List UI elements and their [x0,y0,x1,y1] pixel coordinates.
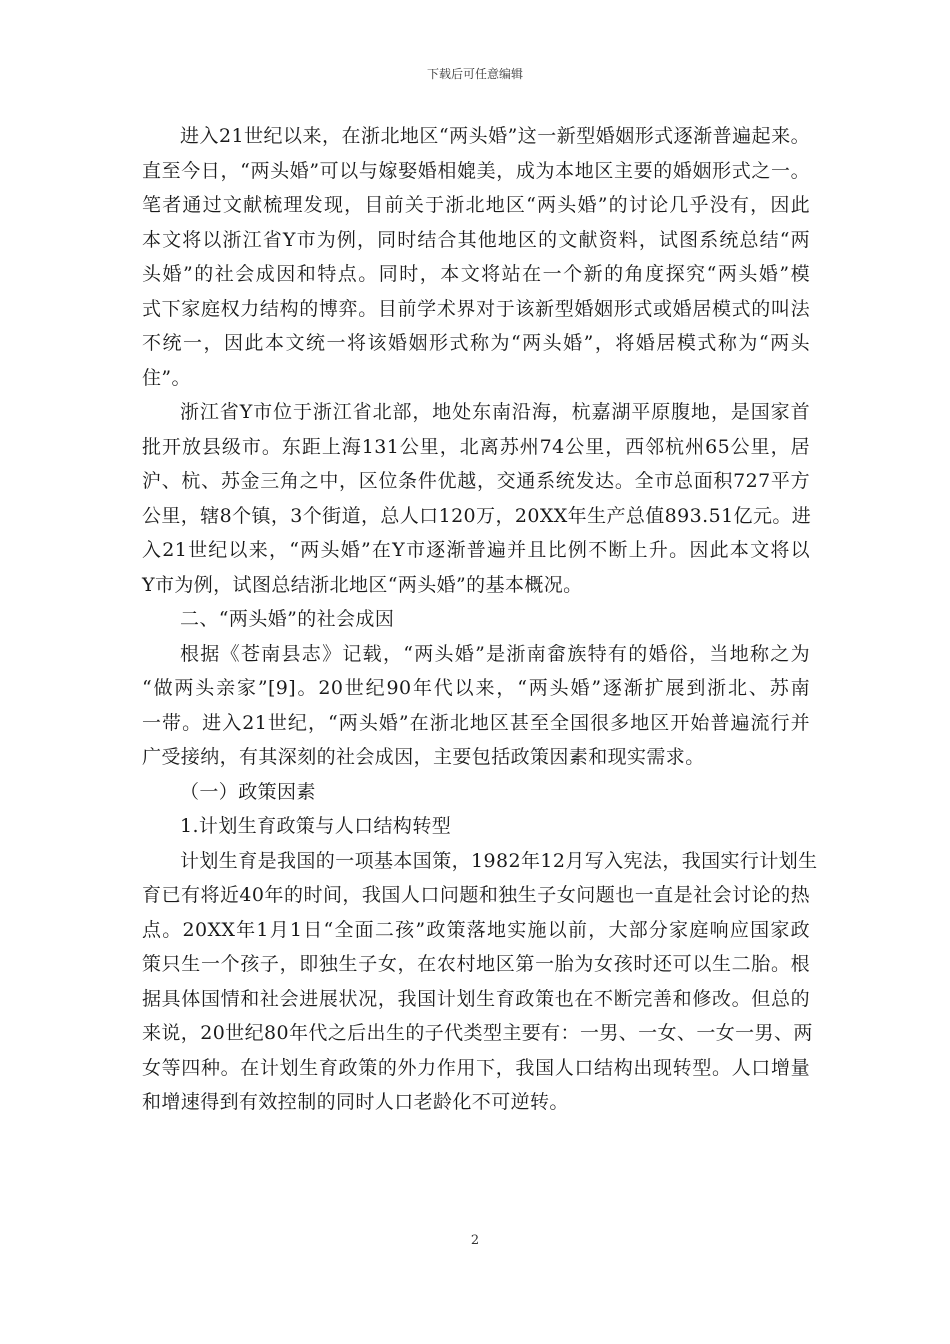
text-line: 计划生育是我国的一项基本国策，1982年12月写入宪法，我国实行计划生 [180,849,818,872]
text-line: 头婚”的社会成因和特点。同时，本文将站在一个新的角度探究“两头婚”模 [142,263,810,285]
page-number: 2 [470,1233,480,1248]
text-line: 直至今日，“两头婚”可以与嫁娶婚相媲美，成为本地区主要的婚姻形式之一。 [142,159,810,182]
text-line: 住”。 [142,366,191,389]
paragraph-family-planning [142,844,818,1120]
text-line: 广受接纳，有其深刻的社会成因，主要包括政策因素和现实需求。 [142,746,705,768]
subsection-heading: （一）政策因素 [180,780,316,803]
document-body [142,119,818,1120]
section-heading: 二、“两头婚”的社会成因 [180,608,395,630]
text-line: “做两头亲家”[9]。20世纪90年代以来，“两头婚”逐渐扩展到浙北、苏南 [142,677,810,699]
paragraph-origin [142,637,810,775]
text-line: 点。20XX年1月1日“全面二孩”政策落地实施以前，大部分家庭响应国家政 [142,918,810,941]
subsubsection-heading: 1.计划生育政策与人口结构转型 [180,815,452,837]
text-line: 据具体国情和社会进展状况，我国计划生育政策也在不断完善和修改。但总的 [142,987,810,1010]
text-line: 批开放县级市。东距上海131公里，北离苏州74公里，西邻杭州65公里，居 [142,435,810,458]
text-line: 策只生一个孩子，即独生子女，在农村地区第一胎为女孩时还可以生二胎。根 [142,953,810,975]
text-line: 笔者通过文献梳理发现，目前关于浙北地区“两头婚”的讨论几乎没有，因此 [142,194,810,216]
text-line: 根据《苍南县志》记载，“两头婚”是浙南畲族特有的婚俗，当地称之为 [180,642,810,665]
text-line: 本文将以浙江省Y市为例，同时结合其他地区的文献资料，试图系统总结“两 [142,228,810,251]
text-line: Y市为例，试图总结浙北地区“两头婚”的基本概况。 [142,573,583,596]
text-line: 公里，辖8个镇，3个街道，总人口120万，20XX年生产总值893.51亿元。进 [142,504,812,527]
text-line: 浙江省Y市位于浙江省北部，地处东南沿海，杭嘉湖平原腹地，是国家首 [180,401,810,423]
text-line: 一带。进入21世纪，“两头婚”在浙北地区甚至全国很多地区开始普遍流行并 [142,711,810,734]
text-line: 式下家庭权力结构的博弈。目前学术界对于该新型婚姻形式或婚居模式的叫法 [142,297,810,320]
text-line: 不统一，因此本文统一将该婚姻形式称为“两头婚”，将婚居模式称为“两头 [142,332,810,354]
text-line: 沪、杭、苏金三角之中，区位条件优越，交通系统发达。全市总面积727平方 [142,470,810,492]
text-line: 女等四种。在计划生育政策的外力作用下，我国人口结构出现转型。人口增量 [142,1056,810,1079]
paragraph-intro [142,119,810,395]
page-header: 下载后可任意编辑 [426,67,523,81]
text-line: 和增速得到有效控制的同时人口老龄化不可逆转。 [142,1091,569,1113]
text-line: 来说，20世纪80年代之后出生的子代类型主要有：一男、一女、一女一男、两 [142,1022,813,1044]
text-line: 进入21世纪以来，在浙北地区“两头婚”这一新型婚姻形式逐渐普遍起来。 [180,125,810,147]
text-line: 育已有将近40年的时间，我国人口问题和独生子女问题也一直是社会讨论的热 [142,884,810,906]
paragraph-city-overview [142,395,810,602]
text-line: 入21世纪以来，“两头婚”在Y市逐渐普遍并且比例不断上升。因此本文将以 [142,539,810,561]
